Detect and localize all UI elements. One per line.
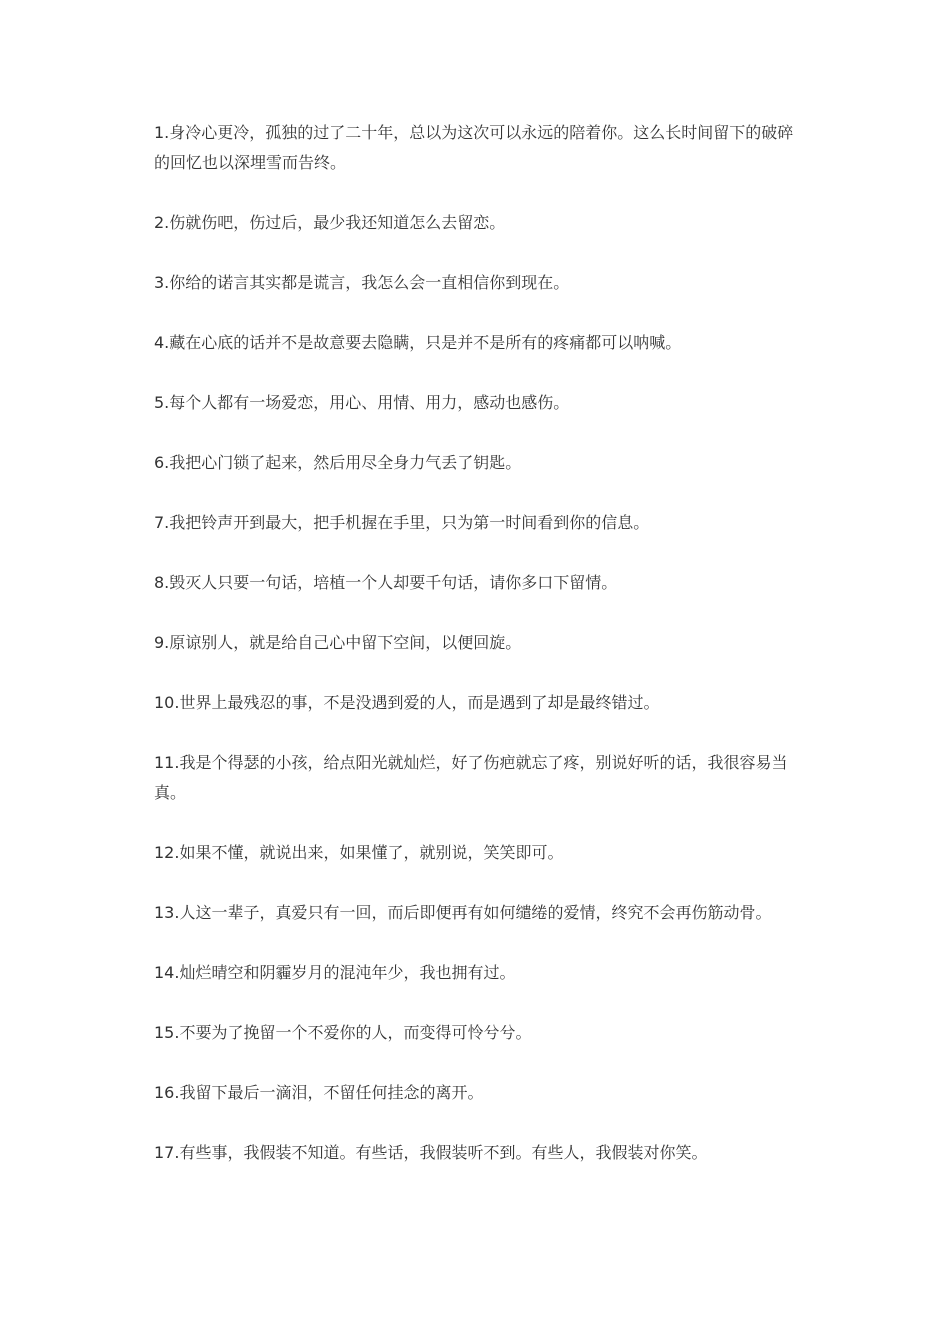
paragraph-8: 8.毁灭人只要一句话，培植一个人却要千句话，请你多口下留情。 bbox=[154, 573, 618, 592]
paragraph-12: 12.如果不懂，就说出来，如果懂了，就别说，笑笑即可。 bbox=[154, 843, 564, 862]
paragraph-6: 6.我把心门锁了起来，然后用尽全身力气丢了钥匙。 bbox=[154, 453, 522, 472]
paragraph-9: 9.原谅别人，就是给自己心中留下空间，以便回旋。 bbox=[154, 633, 522, 652]
paragraph-1: 1.身冷心更冷，孤独的过了二十年，总以为这次可以永远的陪着你。这么长时间留下的破碎的回忆也以深埋雪而告终。 bbox=[154, 123, 794, 172]
paragraph-15: 15.不要为了挽留一个不爱你的人，而变得可怜兮兮。 bbox=[154, 1023, 532, 1042]
paragraph-2: 2.伤就伤吧，伤过后，最少我还知道怎么去留恋。 bbox=[154, 213, 506, 232]
paragraph-17: 17.有些事，我假装不知道。有些话，我假装听不到。有些人，我假装对你笑。 bbox=[154, 1143, 708, 1162]
paragraph-14: 14.灿烂晴空和阴霾岁月的混沌年少，我也拥有过。 bbox=[154, 963, 516, 982]
document-body bbox=[154, 118, 804, 1198]
paragraph-16: 16.我留下最后一滴泪，不留任何挂念的离开。 bbox=[154, 1083, 484, 1102]
paragraph-3: 3.你给的诺言其实都是谎言，我怎么会一直相信你到现在。 bbox=[154, 273, 570, 292]
paragraph-7: 7.我把铃声开到最大，把手机握在手里，只为第一时间看到你的信息。 bbox=[154, 513, 650, 532]
paragraph-5: 5.每个人都有一场爱恋，用心、用情、用力，感动也感伤。 bbox=[154, 393, 570, 412]
paragraph-10: 10.世界上最残忍的事，不是没遇到爱的人，而是遇到了却是最终错过。 bbox=[154, 693, 660, 712]
paragraph-4: 4.藏在心底的话并不是故意要去隐瞒，只是并不是所有的疼痛都可以呐喊。 bbox=[154, 333, 682, 352]
paragraph-13: 13.人这一辈子，真爱只有一回，而后即便再有如何缱绻的爱情，终究不会再伤筋动骨。 bbox=[154, 903, 772, 922]
paragraph-11: 11.我是个得瑟的小孩，给点阳光就灿烂，好了伤疤就忘了疼，别说好听的话，我很容易当真。 bbox=[154, 753, 788, 802]
